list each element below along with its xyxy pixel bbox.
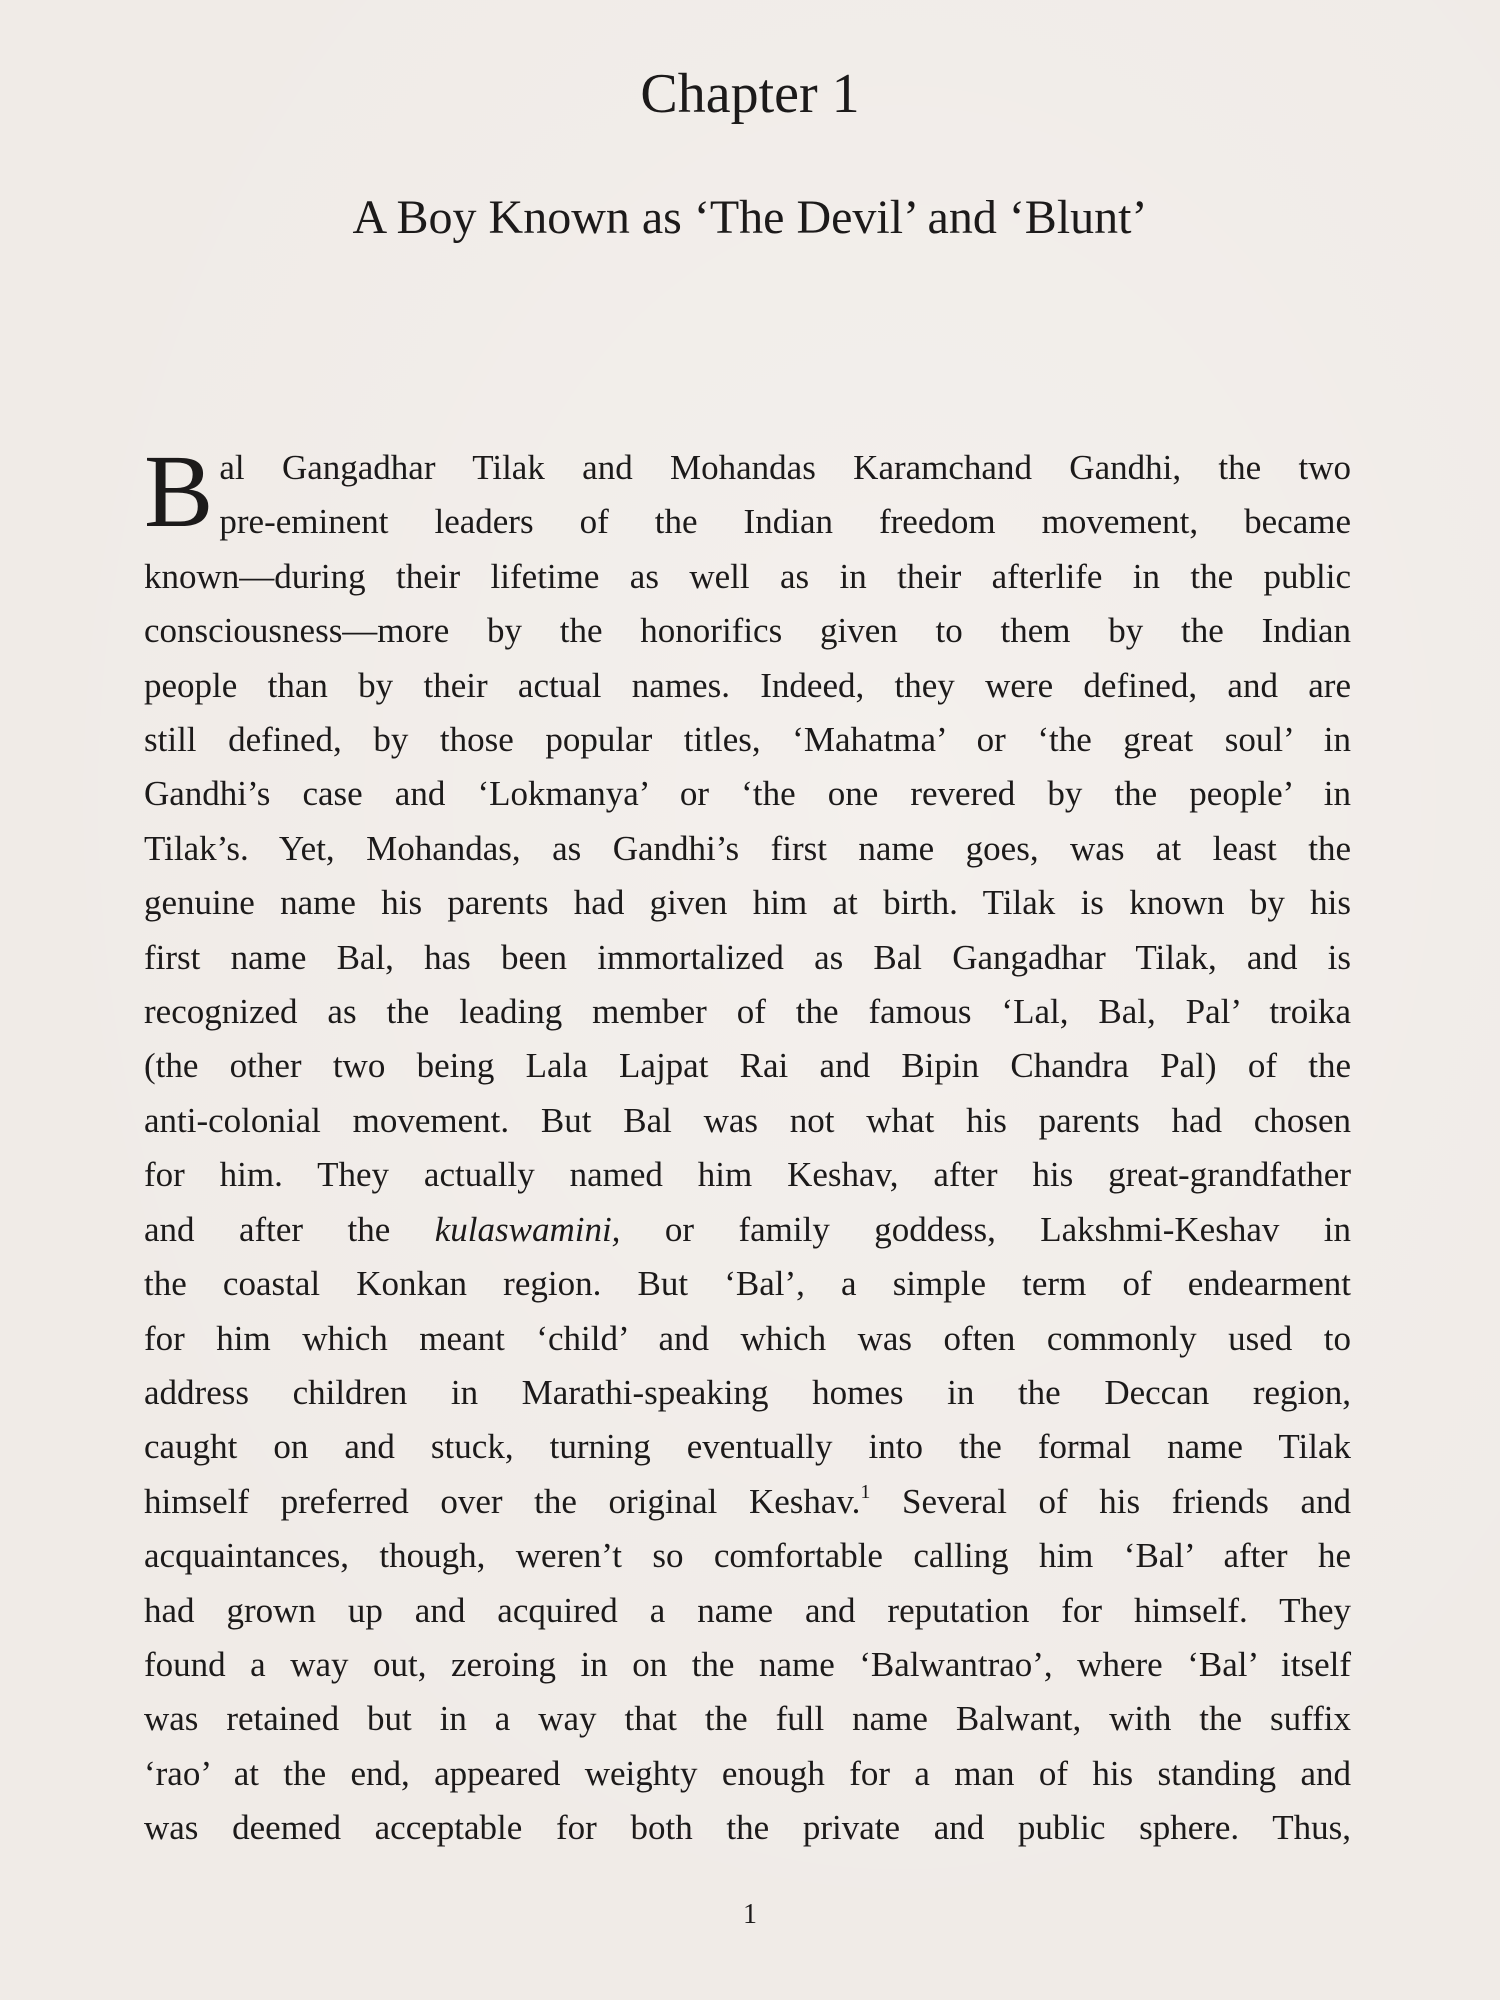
text-line: (the other two being Lala Lajpat Rai and Bipin Chandra Pal) of the — [144, 1046, 1351, 1086]
text-segment: and after the — [144, 1209, 391, 1249]
page-number: 1 — [743, 1899, 757, 1930]
text-line: pre-eminent leaders of the Indian freedom movement, became — [219, 502, 1351, 542]
chapter-number: Chapter 1 — [640, 63, 860, 125]
text-line: ‘rao’ at the end, appeared weighty enough for a man of his standing and — [144, 1753, 1351, 1793]
text-line: the coastal Konkan region. But ‘Bal’, a simple term of endearment — [144, 1264, 1351, 1304]
text-line: for him. They actually named him Keshav, after his great-grandfather — [144, 1155, 1351, 1195]
text-line: for him which meant ‘child’ and which was often commonly used to — [144, 1318, 1351, 1358]
text-line: anti-colonial movement. But Bal was not what his parents had chosen — [144, 1100, 1351, 1140]
text-segment: or family goddess, Lakshmi-Keshav in — [664, 1209, 1352, 1249]
text-segment: himself preferred over the original Keshav. — [144, 1481, 861, 1521]
text-line: Tilak’s. Yet, Mohandas, as Gandhi’s first name goes, was at least the — [144, 828, 1351, 868]
italic-term: kulaswamini, — [434, 1209, 621, 1249]
text-line — [144, 1203, 1351, 1257]
text-line: acquaintances, though, weren’t so comfortable calling him ‘Bal’ after he — [144, 1536, 1351, 1576]
text-line: caught on and stuck, turning eventually into the formal name Tilak — [144, 1427, 1351, 1467]
chapter-body — [144, 434, 1352, 1856]
text-line: consciousness—more by the honorifics given to them by the Indian — [144, 611, 1351, 651]
drop-cap: B — [144, 434, 214, 549]
text-line — [144, 1475, 1351, 1529]
text-line: had grown up and acquired a name and reputation for himself. They — [144, 1590, 1351, 1630]
text-line: recognized as the leading member of the famous ‘Lal, Bal, Pal’ troika — [144, 992, 1351, 1032]
chapter-title: A Boy Known as ‘The Devil’ and ‘Blunt’ — [352, 191, 1148, 244]
text-line: still defined, by those popular titles, ‘Mahatma’ or ‘the great soul’ in — [144, 720, 1351, 760]
text-line: found a way out, zeroing in on the name ‘Balwantrao’, where ‘Bal’ itself — [144, 1644, 1351, 1684]
text-line: genuine name his parents had given him at birth. Tilak is known by his — [144, 883, 1351, 923]
footnote-marker[interactable]: 1 — [860, 1481, 871, 1504]
text-line: was retained but in a way that the full name Balwant, with the suffix — [144, 1699, 1351, 1739]
text-line: people than by their actual names. Indeed, they were defined, and are — [144, 665, 1351, 705]
text-line: known—during their lifetime as well as in their afterlife in the public — [144, 556, 1351, 596]
text-line: Gandhi’s case and ‘Lokmanya’ or ‘the one revered by the people’ in — [144, 774, 1351, 814]
text-line: first name Bal, has been immortalized as Bal Gangadhar Tilak, and is — [144, 937, 1351, 977]
text-line: al Gangadhar Tilak and Mohandas Karamchand Gandhi, the two — [219, 448, 1351, 487]
text-line: was deemed acceptable for both the private and public sphere. Thus, — [144, 1808, 1351, 1848]
text-segment: Several of his friends and — [901, 1481, 1351, 1521]
text-line: address children in Marathi-speaking homes in the Deccan region, — [144, 1372, 1351, 1412]
